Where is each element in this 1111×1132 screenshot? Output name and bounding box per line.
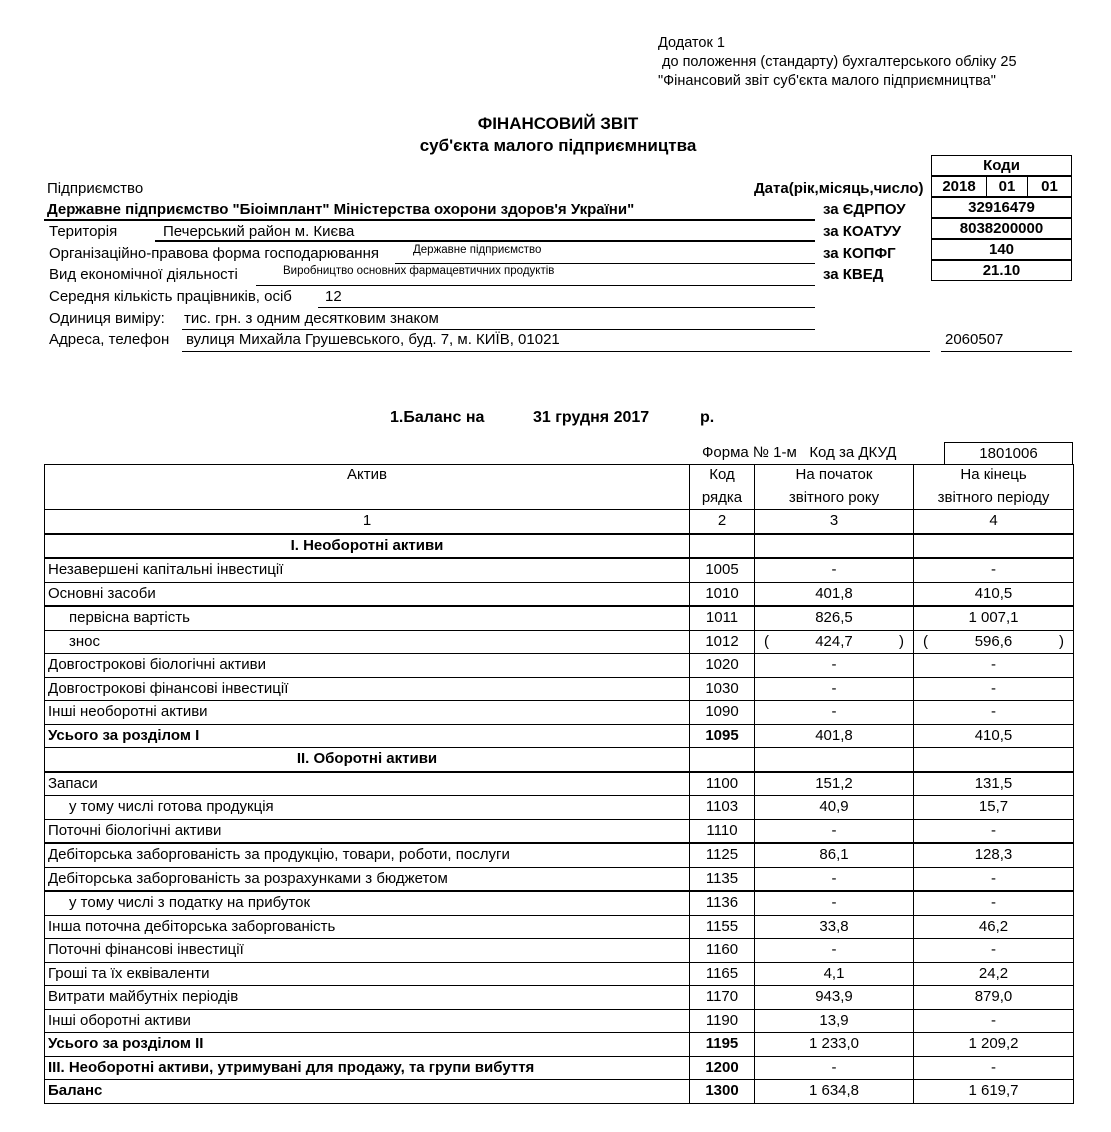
row-end-value: 1 209,2 [914, 1033, 1074, 1057]
row-name: Довгострокові фінансові інвестиції [45, 677, 690, 701]
unit-label: Одиниця виміру: [49, 310, 165, 327]
col-number-4: 4 [914, 510, 1074, 534]
balance-date: 31 грудня 2017 [533, 409, 650, 426]
table-row-total [45, 1056, 1074, 1080]
row-code: 1090 [690, 701, 755, 725]
table-row [45, 654, 1074, 678]
row-name: Дебіторська заборгованість за продукцію, товари, роботи, послуги [45, 843, 690, 867]
date-day: 01 [1028, 176, 1072, 197]
row-name: Запаси [45, 772, 690, 796]
employees-value: 12 [325, 288, 342, 305]
table-row [45, 867, 1074, 891]
section-row [45, 748, 1074, 772]
col-number-1: 1 [45, 510, 690, 534]
row-end-value: - [914, 558, 1074, 582]
row-start-value: 33,8 [755, 915, 914, 939]
table-row [45, 962, 1074, 986]
row-code: 1160 [690, 939, 755, 963]
row-start-value: 826,5 [755, 606, 914, 630]
appendix-line-1: Додаток 1 [658, 35, 725, 51]
row-start-value: 401,8 [755, 582, 914, 606]
row-code: 1005 [690, 558, 755, 582]
row-code: 1010 [690, 582, 755, 606]
row-code: 1103 [690, 796, 755, 820]
close-paren: ) [1059, 632, 1064, 650]
table-row [45, 1009, 1074, 1033]
date-label: Дата(рік,місяць,число) [754, 180, 924, 197]
unit-underline [182, 329, 815, 330]
row-code: 1190 [690, 1009, 755, 1033]
section-1-title: І. Необоротні активи [45, 534, 690, 559]
table-row [45, 986, 1074, 1010]
edrpou-label: за ЄДРПОУ [823, 201, 906, 218]
row-end-value: 46,2 [914, 915, 1074, 939]
row-name: у тому числі з податку на прибуток [45, 891, 690, 915]
col-header-code-l2: рядка [701, 489, 743, 506]
row-code: 1195 [690, 1033, 755, 1057]
row-start-value: 13,9 [755, 1009, 914, 1033]
col-number-2: 2 [690, 510, 755, 534]
codes-title: Коди [932, 156, 1072, 177]
date-year: 2018 [932, 176, 987, 197]
territory-underline [155, 240, 815, 242]
row-start-value: 4,1 [755, 962, 914, 986]
kved-label: за КВЕД [823, 266, 884, 283]
row-code: 1155 [690, 915, 755, 939]
table-row-total [45, 724, 1074, 748]
row-start-value [755, 630, 914, 654]
row-end-value: - [914, 654, 1074, 678]
row-end-value: - [914, 677, 1074, 701]
page-title: ФІНАНСОВИЙ ЗВІТ [477, 114, 639, 133]
row-code: 1030 [690, 677, 755, 701]
row-name: Основні засоби [45, 582, 690, 606]
table-row [45, 606, 1074, 630]
row-code: 1170 [690, 986, 755, 1010]
row-end-value: - [914, 819, 1074, 843]
row-start-value: - [755, 819, 914, 843]
col-header-end-l2: звітного періоду [937, 489, 1050, 506]
row-end-number: 596,6 [974, 632, 1013, 650]
row-name: Баланс [45, 1080, 690, 1104]
row-start-value: 401,8 [755, 724, 914, 748]
row-start-value: - [755, 891, 914, 915]
table-row [45, 677, 1074, 701]
table-row [45, 582, 1074, 606]
open-paren: ( [764, 632, 769, 650]
row-end-value: 15,7 [914, 796, 1074, 820]
row-end-value: 410,5 [914, 582, 1074, 606]
address-value: вулиця Михайла Грушевського, буд. 7, м. КИЇВ, 01021 [186, 331, 560, 348]
row-name: первісна вартість [45, 606, 690, 630]
kved-code: 21.10 [932, 260, 1072, 281]
row-code: 1125 [690, 843, 755, 867]
row-code: 1165 [690, 962, 755, 986]
row-code: 1020 [690, 654, 755, 678]
col-header-start-l2: звітного року [788, 489, 880, 506]
row-start-value: 40,9 [755, 796, 914, 820]
row-code: 1200 [690, 1056, 755, 1080]
table-row [45, 915, 1074, 939]
row-start-value: 151,2 [755, 772, 914, 796]
row-name: Інша поточна дебіторська заборгованість [45, 915, 690, 939]
row-code: 1136 [690, 891, 755, 915]
col-header-end [914, 465, 1074, 510]
row-name: Поточні біологічні активи [45, 819, 690, 843]
balance-table [44, 464, 1074, 1104]
row-start-value: - [755, 701, 914, 725]
table-row [45, 819, 1074, 843]
row-name: Дебіторська заборгованість за розрахунками з бюджетом [45, 867, 690, 891]
codes-table [931, 155, 1072, 281]
table-row [45, 701, 1074, 725]
appendix-line-3: "Фінансовий звіт суб'єкта малого підприємництва" [658, 73, 996, 89]
row-end-value: - [914, 1056, 1074, 1080]
kopfg-label: за КОПФГ [823, 245, 896, 262]
row-start-value: - [755, 677, 914, 701]
row-end-value: 410,5 [914, 724, 1074, 748]
col-header-start [755, 465, 914, 510]
enterprise-name: Державне підприємство "Біоімплант" Міністерства охорони здоров'я України" [47, 201, 635, 218]
row-end-value: 131,5 [914, 772, 1074, 796]
open-paren: ( [923, 632, 928, 650]
phone-underline [941, 351, 1072, 352]
table-row [45, 939, 1074, 963]
row-start-value: - [755, 867, 914, 891]
appendix-line-2: до положення (стандарту) бухгалтерського обліку 25 [658, 54, 1017, 70]
appendix-note [658, 34, 1017, 91]
row-end-value: 879,0 [914, 986, 1074, 1010]
row-end-value: - [914, 867, 1074, 891]
activity-value: Виробництво основних фармацевтичних продуктів [283, 265, 555, 277]
row-end-value: - [914, 939, 1074, 963]
table-row-total [45, 1080, 1074, 1104]
row-start-value: - [755, 1056, 914, 1080]
row-end-value: - [914, 701, 1074, 725]
table-row [45, 796, 1074, 820]
row-name: у тому числі готова продукція [45, 796, 690, 820]
row-name: Гроші та їх еквіваленти [45, 962, 690, 986]
row-code: 1011 [690, 606, 755, 630]
col-header-code [690, 465, 755, 510]
form-number-label: Форма № 1-м Код за ДКУД [702, 444, 897, 461]
row-code: 1100 [690, 772, 755, 796]
table-row-total [45, 1033, 1074, 1057]
activity-underline [256, 285, 815, 286]
row-start-value: 86,1 [755, 843, 914, 867]
row-start-value: 1 233,0 [755, 1033, 914, 1057]
territory-label: Територія [49, 223, 118, 240]
address-label: Адреса, телефон [49, 331, 170, 348]
enterprise-label: Підприємство [47, 180, 144, 197]
edrpou-code: 32916479 [932, 197, 1072, 218]
row-end-value: - [914, 891, 1074, 915]
col-header-code-l1: Код [709, 466, 735, 483]
table-row [45, 843, 1074, 867]
date-month: 01 [987, 176, 1028, 197]
row-start-value: 943,9 [755, 986, 914, 1010]
dkud-code: 1801006 [944, 442, 1073, 465]
col-number-3: 3 [755, 510, 914, 534]
col-header-end-l1: На кінець [960, 466, 1027, 483]
activity-label: Вид економічної діяльності [49, 266, 238, 283]
row-name: Витрати майбутніх періодів [45, 986, 690, 1010]
row-name: Усього за розділом І [45, 724, 690, 748]
row-code: 1012 [690, 630, 755, 654]
row-name: Усього за розділом ІІ [45, 1033, 690, 1057]
row-name: Довгострокові біологічні активи [45, 654, 690, 678]
employees-underline [318, 307, 815, 308]
row-code: 1095 [690, 724, 755, 748]
row-start-value: 1 634,8 [755, 1080, 914, 1104]
balance-year-suffix: р. [700, 409, 715, 426]
phone-value: 2060507 [945, 331, 1004, 348]
territory-value: Печерський район м. Києва [163, 223, 355, 240]
row-code: 1135 [690, 867, 755, 891]
row-name: ІІІ. Необоротні активи, утримувані для продажу, та групи вибуття [45, 1056, 690, 1080]
row-start-value: - [755, 654, 914, 678]
section-2-title: ІІ. Оборотні активи [45, 748, 690, 772]
row-end-value [914, 630, 1074, 654]
page-subtitle: суб'єкта малого підприємництва [419, 136, 697, 155]
koatuu-code: 8038200000 [932, 218, 1072, 239]
table-row [45, 891, 1074, 915]
table-row [45, 558, 1074, 582]
row-end-value: 128,3 [914, 843, 1074, 867]
koatuu-label: за КОАТУУ [823, 223, 902, 240]
enterprise-underline [44, 219, 815, 221]
col-header-asset: Актив [45, 465, 690, 510]
employees-label: Середня кількість працівників, осіб [49, 288, 292, 305]
row-code: 1300 [690, 1080, 755, 1104]
row-start-value: - [755, 558, 914, 582]
kopfg-code: 140 [932, 239, 1072, 260]
legal-form-value: Державне підприємство [413, 244, 542, 256]
row-name: Інші оборотні активи [45, 1009, 690, 1033]
row-name: знос [45, 630, 690, 654]
balance-title: 1.Баланс на [390, 409, 485, 426]
col-header-start-l1: На початок [795, 466, 873, 483]
row-end-value: 24,2 [914, 962, 1074, 986]
row-name: Інші необоротні активи [45, 701, 690, 725]
row-end-value: 1 007,1 [914, 606, 1074, 630]
row-name: Незавершені капітальні інвестиції [45, 558, 690, 582]
unit-value: тис. грн. з одним десятковим знаком [184, 310, 439, 327]
table-row [45, 630, 1074, 654]
row-end-value: 1 619,7 [914, 1080, 1074, 1104]
legal-form-underline [395, 263, 815, 264]
address-underline [182, 351, 930, 352]
row-start-value: - [755, 939, 914, 963]
row-start-number: 424,7 [815, 632, 853, 650]
close-paren: ) [899, 632, 904, 650]
row-name: Поточні фінансові інвестиції [45, 939, 690, 963]
legal-form-label: Організаційно-правова форма господарювання [49, 245, 379, 262]
row-end-value: - [914, 1009, 1074, 1033]
section-row [45, 534, 1074, 559]
table-row [45, 772, 1074, 796]
row-code: 1110 [690, 819, 755, 843]
